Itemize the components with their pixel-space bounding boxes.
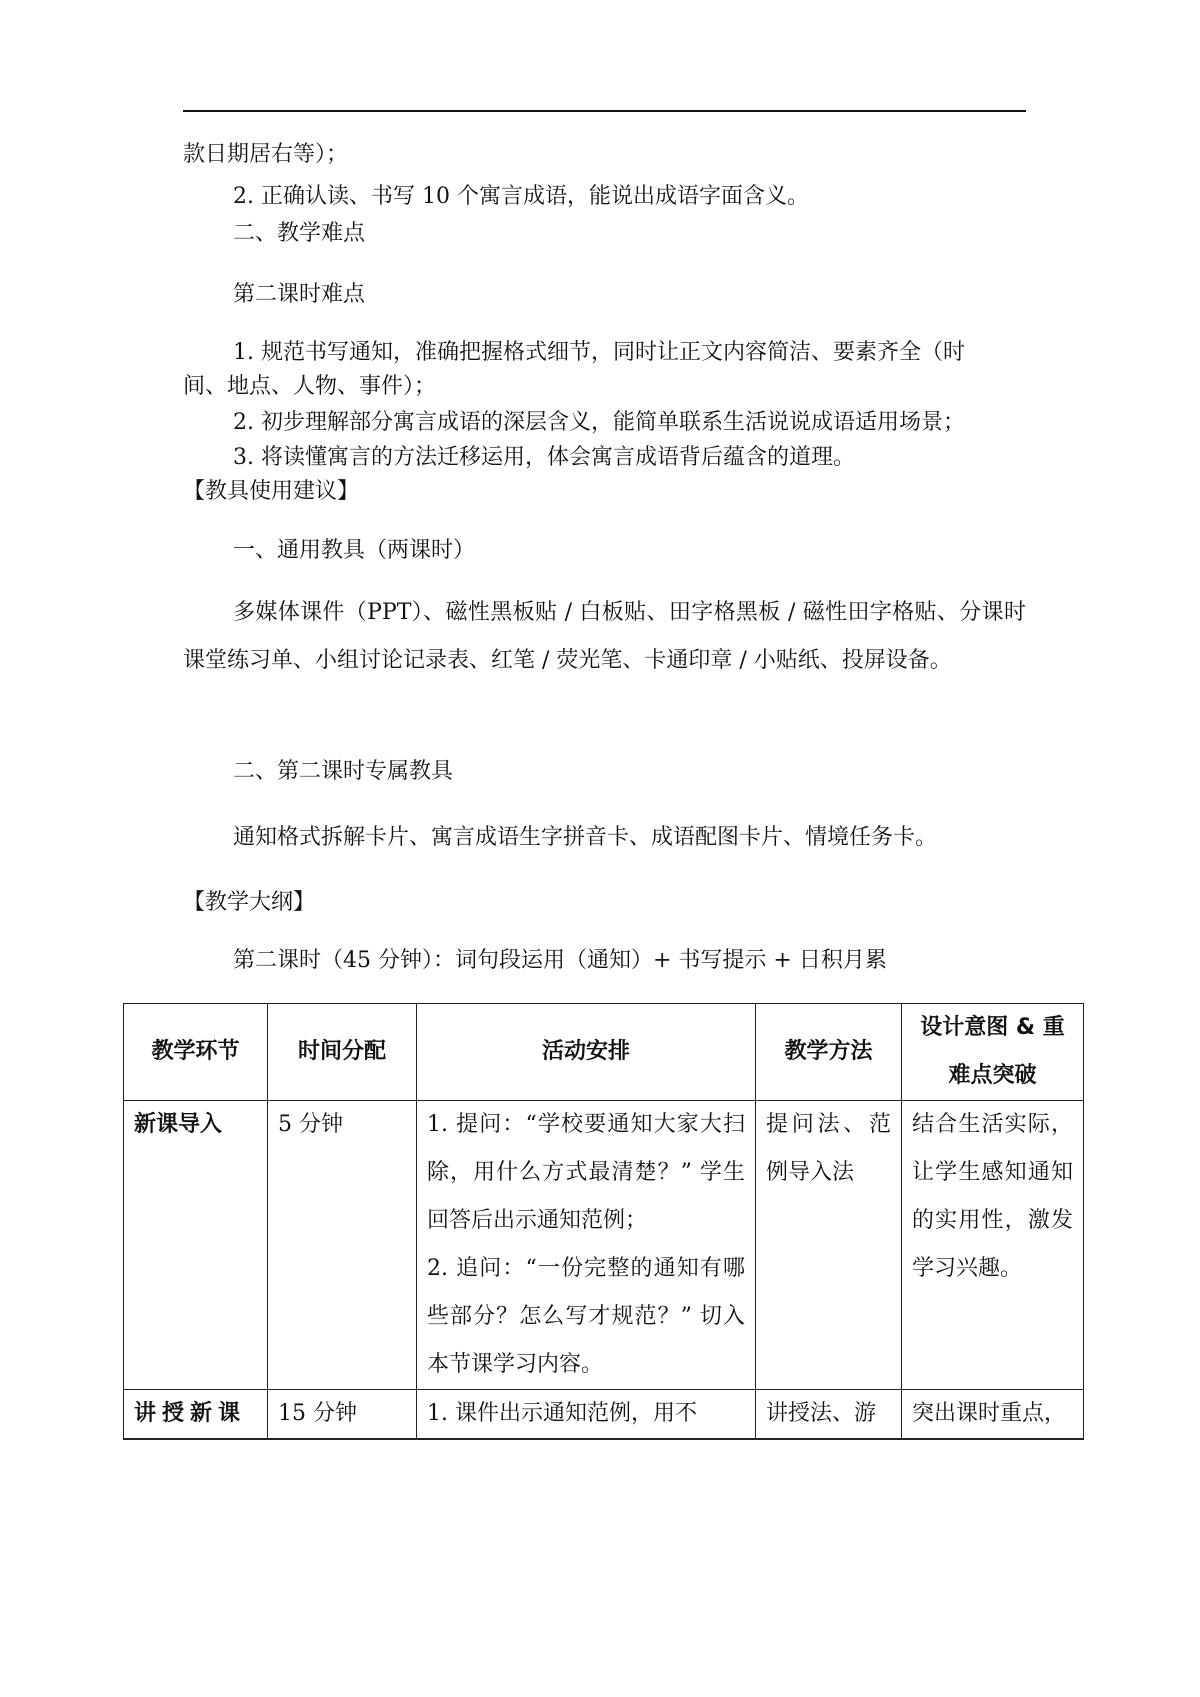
header-rule (183, 110, 1026, 112)
continued-line: 款日期居右等）； (183, 142, 349, 167)
difficulty-3: 3. 将读懂寓言的方法迁移运用，体会寓言成语背后蕴含的道理。 (233, 445, 855, 470)
header-activity: 活动安排 (417, 1004, 756, 1101)
row-intent: 结合生活实际，让学生感知通知的实用性，激发学习兴趣。 (902, 1101, 1084, 1390)
row-method: 提问法、范例导入法 (756, 1101, 902, 1390)
section-tools-title: 【教具使用建议】 (183, 479, 360, 504)
lesson2-tools-heading: 二、第二课时专属教具 (233, 759, 454, 784)
row-stage: 新课导入 (124, 1101, 268, 1390)
header-intent: 设计意图 & 重难点突破 (902, 1004, 1084, 1101)
difficulty-1: 1. 规范书写通知，准确把握格式细节，同时让正文内容简洁、要素齐全（时 (233, 340, 965, 365)
row-time: 15 分钟 (268, 1390, 417, 1440)
general-tools-paragraph: 多媒体课件（PPT）、磁性黑板贴 / 白板贴、田字格黑板 / 磁性田字格贴、分课时课堂练习单、小组讨论记录表、红笔 / 荧光笔、卡通印章 / 小贴纸、投屏设备。 (183, 600, 1026, 673)
lesson2-tools-list: 通知格式拆解卡片、寓言成语生字拼音卡、成语配图卡片、情境任务卡。 (233, 825, 938, 850)
table-header-row (124, 1004, 1084, 1101)
section-heading-difficulties: 二、教学难点 (233, 221, 366, 246)
row-stage: 讲授新课 (124, 1390, 268, 1440)
section-outline-title: 【教学大纲】 (183, 890, 316, 915)
row-activity: 1. 课件出示通知范例，用不 (417, 1390, 756, 1440)
header-method: 教学方法 (756, 1004, 902, 1101)
row-intent: 突出课时重点， (902, 1390, 1084, 1440)
row-time: 5 分钟 (268, 1101, 417, 1390)
lesson2-outline-summary: 第二课时（45 分钟）：词句段运用（通知）+ 书写提示 + 日积月累 (233, 948, 887, 973)
row-activity: 1. 提问：“学校要通知大家大扫除，用什么方式最清楚？” 学生回答后出示通知范例； 2. 追问：“一份完整的通知有哪些部分？怎么写才规范？” 切入本节课学习内容。 (417, 1101, 756, 1390)
header-stage: 教学环节 (124, 1004, 268, 1101)
general-tools-heading: 一、通用教具（两课时） (233, 538, 476, 563)
header-time: 时间分配 (268, 1004, 417, 1101)
table-row (124, 1101, 1084, 1390)
difficulty-2: 2. 初步理解部分寓言成语的深层含义，能简单联系生活说说成语适用场景； (233, 410, 965, 435)
teaching-outline-table (123, 1003, 1084, 1440)
page-bottom-margin (0, 1441, 1200, 1608)
key-point-2: 2. 正确认读、书写 10 个寓言成语，能说出成语字面含义。 (233, 184, 809, 209)
difficulty-1-cont: 间、地点、人物、事件）； (183, 374, 437, 399)
table-row (124, 1390, 1084, 1440)
subheading-lesson2-difficulties: 第二课时难点 (233, 282, 366, 307)
row-method: 讲授法、游 (756, 1390, 902, 1440)
